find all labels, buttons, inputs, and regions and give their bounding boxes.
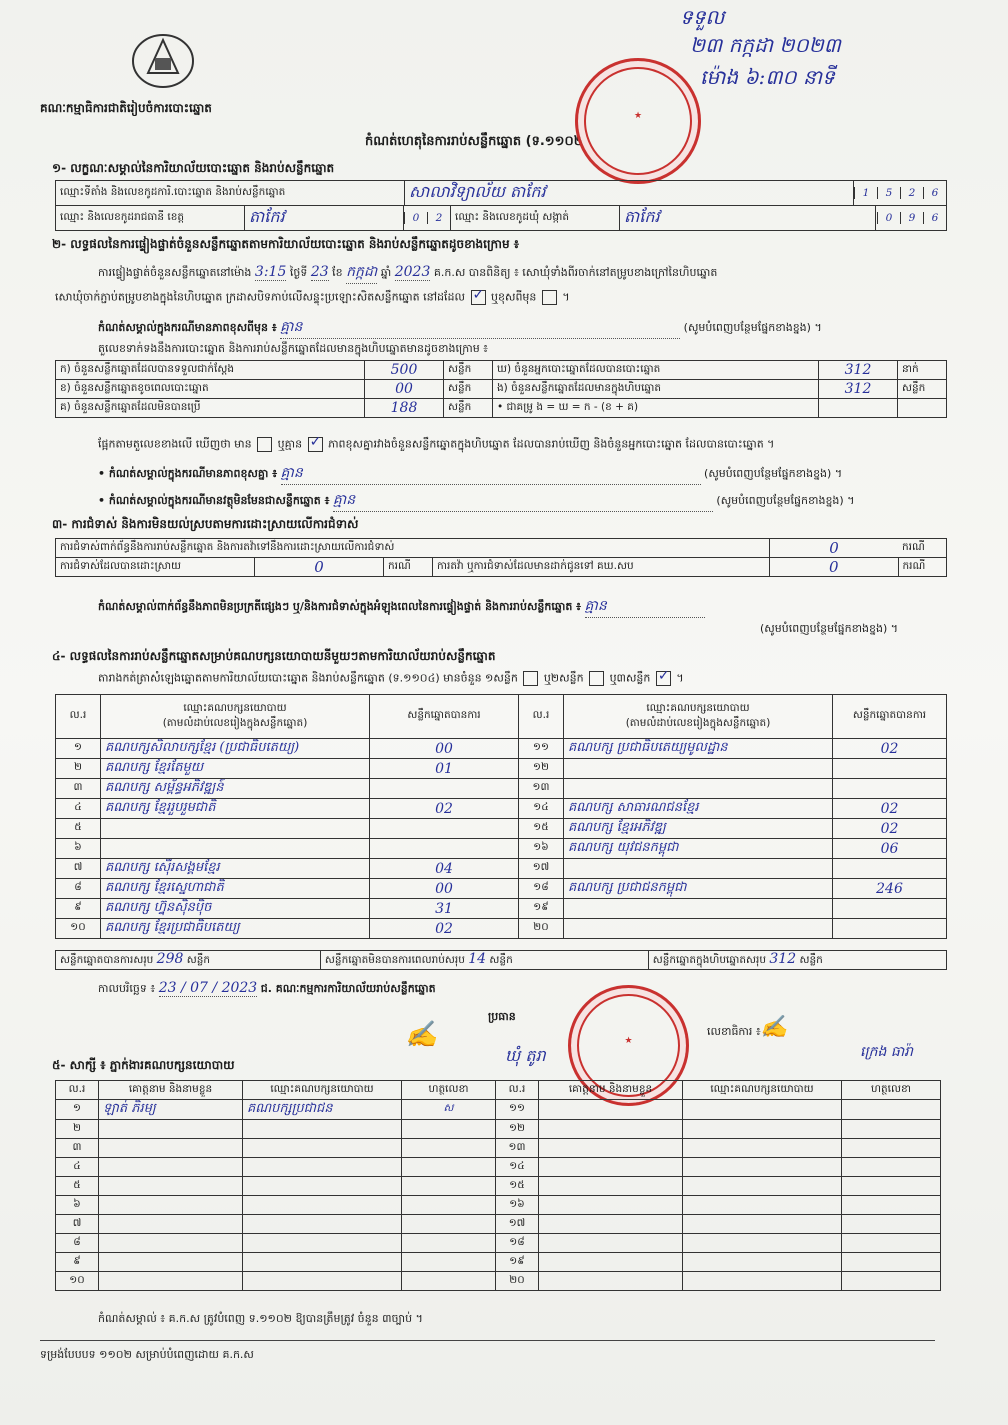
witness-party	[243, 1120, 402, 1139]
footer-note: ទម្រង់បែបបទ ១១០២ សម្រាប់បំពេញដោយ គ.ក.ស	[40, 1348, 254, 1361]
witness-signature	[842, 1253, 941, 1272]
witness-name	[539, 1120, 683, 1139]
row-number: ១១	[519, 739, 564, 759]
witness-party	[243, 1158, 402, 1177]
party-name: គណបក្ស សាធារណជនខ្មែរ	[564, 799, 833, 819]
results-row	[56, 361, 947, 380]
unchanged-checkbox[interactable]	[471, 290, 486, 305]
result-value	[819, 399, 898, 418]
witness-signature	[402, 1139, 496, 1158]
complaints-row1-value: 0	[770, 539, 899, 558]
row-number: ១៩	[519, 899, 564, 919]
witness-signature	[402, 1215, 496, 1234]
party-votes	[833, 859, 947, 879]
witness-signature	[842, 1234, 941, 1253]
date-value: 23 / 07 / 2023	[158, 980, 258, 996]
results-intro: តួលេខទាក់ទងនឹងការបោះឆ្នោត និងការរាប់សន្លឹកឆ្នោតដែលមានក្នុងហិបឆ្នោតមានដូចខាងក្រោម ៖	[98, 342, 489, 355]
witness-signature	[402, 1120, 496, 1139]
party-name: គណបក្ស ខ្មែររួបរួមជាតិ	[101, 799, 370, 819]
official-stamp-bottom: ★	[568, 985, 689, 1106]
witness-party	[683, 1100, 842, 1120]
result-value: 312	[819, 361, 898, 380]
table-row	[56, 919, 947, 939]
section2-title: ២- លទ្ធផលនៃការផ្ទៀងផ្ទាត់ចំនួនសន្លឹកឆ្នោតតាមការិយាល័យបោះឆ្នោត និងរាប់សន្លឹកឆ្នោតដូចខាងក្រោម ៖	[52, 237, 520, 251]
table-row	[56, 1158, 941, 1177]
result-label: • ជាគម្រូ ង = ឃ = ក - (ខ + គ)	[493, 399, 819, 418]
party-votes	[833, 919, 947, 939]
witness-signature	[842, 1196, 941, 1215]
month-value: កក្កដា	[346, 262, 377, 284]
witness-party	[683, 1120, 842, 1139]
row-number: ២០	[496, 1272, 539, 1291]
witness-name	[539, 1196, 683, 1215]
row-number: ៥	[56, 819, 101, 839]
date-line: កាលបរិច្ឆេទ ៖ 23 / 07 / 2023 ជ. គណៈកម្មការការិយាល័យរាប់សន្លឹកឆ្នោត	[98, 980, 436, 996]
row-number: ១៨	[519, 879, 564, 899]
result-unit: នាក់	[898, 361, 947, 380]
row-number: ១៤	[519, 799, 564, 819]
row-number: ៣	[56, 779, 101, 799]
witness-party	[683, 1139, 842, 1158]
sheet3-checkbox[interactable]	[656, 671, 671, 686]
row-number: ៧	[56, 859, 101, 879]
handwritten-note-3: ម៉ោង ៦:៣០ នាទី	[700, 65, 835, 89]
party-name: គណបក្ស ប្រជាធិបតេយ្យមូលដ្ឋាន	[564, 739, 833, 759]
secretary-signature-name: ក្រេង ធារ៉ា	[860, 1044, 914, 1060]
witness-signature	[842, 1177, 941, 1196]
witness-party	[243, 1177, 402, 1196]
witness-name	[539, 1158, 683, 1177]
row-number: ១៧	[496, 1215, 539, 1234]
party-name: គណបក្ស សម្ព័ន្ធអភិវឌ្ឍន៍	[101, 779, 370, 799]
official-stamp-top: ★	[575, 58, 701, 184]
row-number: ១៣	[496, 1139, 539, 1158]
handwritten-note-1: ទទួល	[680, 5, 725, 29]
party-name: គណបក្ស ខ្មែរស្នេហាជាតិ	[101, 879, 370, 899]
row-number: ១	[56, 1100, 99, 1120]
station-code: 1 5 2 6	[854, 181, 947, 206]
witness-name	[99, 1253, 243, 1272]
section3-note-suffix: (សូមបំពេញបន្ថែមផ្នែកខាងខ្នង) ។	[760, 622, 899, 635]
section1-table	[55, 180, 947, 206]
table-row	[56, 739, 947, 759]
party-votes: 02	[370, 919, 519, 939]
votes-table: ល.រ ឈ្មោះគណបក្សនយោបាយ (តាមលំដាប់លេខរៀងក្នុងសន្លឹកឆ្នោត) សន្លឹកឆ្នោតបានការ ល.រ ឈ្មោះគណបក្សនយោបាយ (តាមលំដាប់លេខរៀងក្នុងសន្លឹកឆ្នោត) សន្លឹកឆ្នោតបានការ ១ គណបក្សសិលាបក្សខ្មែរ (ប្រជាធិបតេយ្យ) 00 ១១ គណបក្ស ប្រជាធិបតេយ្យមូលដ្ឋាន 02 ២ គណបក្ស ខ្មែរតែមួយ 01 ១២ ៣ គណបក្ស សម្ព័ន្ធអភិវឌ្ឍន៍ ១៣ ៤ គណបក្ស ខ្មែររួបរួមជាតិ 02 ១៤ គណបក្ស សាធារណជនខ្មែរ 02 ៥ ១៥ គណបក្ស ខ្មែរអភិវឌ្ឍ 02 ៦ ១៦ គណបក្ស យុវជនកម្ពុជា 06 ៧ គណបក្ស ស៊ើរសង្គមខ្មែរ 04 ១៧ ៨ គណបក្ស ខ្មែរស្នេហាជាតិ 00 ១៨ គណបក្ស ប្រជាជនកម្ពុជា 246 ៩ គណបក្ស ហ្វ៊ុនស៊ិនប៉ិច 31 ១៩ ១០ គណបក្ស ខ្មែរប្រជាធិបតេយ្យ 02 ២០	[55, 694, 947, 939]
party-votes: 246	[833, 879, 947, 899]
total-invalid: សន្លឹកឆ្នោតមិនបានការពេលរាប់សរុប 14 សន្លឹក	[320, 951, 648, 970]
row-number: ១១	[496, 1100, 539, 1120]
party-votes: 00	[370, 739, 519, 759]
table-row	[56, 1120, 941, 1139]
witness-name	[539, 1139, 683, 1158]
table-row	[56, 779, 947, 799]
table-row	[56, 799, 947, 819]
result-label: ក) ចំនួនសន្លឹកឆ្នោតដែលបានទទួលជាក់ស្តែង	[56, 361, 365, 380]
party-name: គណបក្ស ស៊ើរសង្គមខ្មែរ	[101, 859, 370, 879]
witness-signature	[402, 1234, 496, 1253]
section5-title: ៥- សាក្សី ៖ ភ្នាក់ងារគណបក្សនយោបាយ	[52, 1058, 235, 1072]
row-number: ៤	[56, 1158, 99, 1177]
row-number: ៧	[56, 1215, 99, 1234]
commune-label: ឈ្មោះ និងលេខកូដឃុំ សង្កាត់	[451, 206, 620, 231]
witness-signature	[402, 1253, 496, 1272]
witness-name	[99, 1272, 243, 1291]
table-row	[56, 879, 947, 899]
commune-value: តាកែវ	[620, 206, 876, 231]
section3-note: កំណត់សម្គាល់ពាក់ព័ន្ធនឹងភាពមិនប្រក្រតីផ្សេងៗ ឬ/និងការជំទាស់ក្នុងអំឡុងពេលនៃការផ្ទៀងផ្ទាត់ និងការរាប់សន្លឹកឆ្នោត ៖ គ្មាន	[98, 596, 948, 618]
result-label: ឃ) ចំនួនអ្នកបោះឆ្នោតដែលបានបោះឆ្នោត	[493, 361, 819, 380]
result-unit: សន្លឹក	[444, 361, 493, 380]
row-number: ១៦	[496, 1196, 539, 1215]
result-value: 00	[365, 380, 444, 399]
row-number: ៩	[56, 1253, 99, 1272]
party-name: គណបក្ស ហ្វ៊ុនស៊ិនប៉ិច	[101, 899, 370, 919]
row-number: ៥	[56, 1177, 99, 1196]
row-number: ១២	[519, 759, 564, 779]
result-unit: សន្លឹក	[444, 399, 493, 418]
commune-code: 0 9 6	[876, 206, 947, 231]
witness-name	[539, 1215, 683, 1234]
party-name: គណបក្ស ខ្មែរតែមួយ	[101, 759, 370, 779]
witness-party	[243, 1272, 402, 1291]
witness-party	[683, 1196, 842, 1215]
row-number: ២	[56, 1120, 99, 1139]
witness-name	[99, 1177, 243, 1196]
witness-name	[539, 1177, 683, 1196]
result-label: ង) ចំនួនសន្លឹកឆ្នោតដែលមានក្នុងហិបឆ្នោត	[493, 380, 819, 399]
result-value: 500	[365, 361, 444, 380]
witness-name	[539, 1100, 683, 1120]
party-votes: 02	[370, 799, 519, 819]
witness-signature	[842, 1139, 941, 1158]
witness-signature	[402, 1158, 496, 1177]
party-name	[101, 839, 370, 859]
table-row	[56, 1100, 941, 1120]
party-votes: 01	[370, 759, 519, 779]
witness-name	[539, 1234, 683, 1253]
result-unit: សន្លឹក	[444, 380, 493, 399]
party-votes	[833, 899, 947, 919]
party-name: គណបក្ស យុវជនកម្ពុជា	[564, 839, 833, 859]
resolved-value: 0	[255, 558, 384, 577]
changed-checkbox[interactable]	[542, 290, 557, 305]
compare-line: ផ្អែកតាមតួលេខខាងលើ ឃើញថា មាន ឬគ្មាន ✓ ភាពខុសគ្នារវាងចំនួនសន្លឹកឆ្នោតក្នុងហិបឆ្នោត ដែលបានរាប់ឃើញ និងចំនួនអ្នកបោះឆ្នោត ដែលបានបោះឆ្នោត ។	[98, 437, 774, 454]
result-label: ខ) ចំនួនសន្លឹកឆ្នោតខូចពេលបោះឆ្នោត	[56, 380, 365, 399]
witness-table: ល.រ គោត្តនាម និងនាមខ្លួន ឈ្មោះគណបក្សនយោបាយ ហត្ថលេខា ល.រ គោត្តនាម និងនាមខ្លួន ឈ្មោះគណបក្សនយោបាយ ហត្ថលេខា ១ ឡាត់ ភិរម្យ គណបក្សប្រជាជន ស ១១ ២ ១២ ៣ ១៣ ៤ ១៤ ៥ ១៥ ៦ ១៦ ៧ ១៧ ៨ ១៨ ៩ ១៩ ១០ ២០	[55, 1080, 941, 1291]
row-number: ១៨	[496, 1234, 539, 1253]
party-name	[564, 779, 833, 799]
witness-name	[99, 1215, 243, 1234]
table-row	[56, 1139, 941, 1158]
witness-name	[99, 1120, 243, 1139]
row-number: ៣	[56, 1139, 99, 1158]
section1-table-2	[55, 205, 947, 231]
witness-name	[99, 1234, 243, 1253]
party-votes: 02	[833, 739, 947, 759]
sheet1-checkbox[interactable]	[523, 671, 538, 686]
witness-name	[99, 1158, 243, 1177]
witness-name	[539, 1253, 683, 1272]
table-row	[56, 899, 947, 919]
row-number: ១០	[56, 1272, 99, 1291]
row-number: ១៩	[496, 1253, 539, 1272]
witness-name	[539, 1272, 683, 1291]
year-value: 2023	[394, 264, 431, 280]
witness-signature	[402, 1177, 496, 1196]
time-value: 3:15	[254, 264, 287, 280]
section4-intro: តារាងកត់ត្រាសំឡេងឆ្នោតតាមការិយាល័យបោះឆ្នោត និងរាប់សន្លឹកឆ្នោត (ទ.១១០៤) មានចំនួន ១សន្លឹក ឬ២សន្លឹក ឬ៣សន្លឹក ✓ ។	[98, 671, 684, 688]
row-number: ១៥	[496, 1177, 539, 1196]
table-row	[56, 1215, 941, 1234]
witness-signature	[402, 1196, 496, 1215]
party-votes	[833, 759, 947, 779]
witness-party	[243, 1196, 402, 1215]
no-difference-checkbox[interactable]	[308, 437, 323, 452]
party-name: គណបក្ស ខ្មែរអភិវឌ្ឍ	[564, 819, 833, 839]
row-number: ១៥	[519, 819, 564, 839]
witness-signature	[842, 1120, 941, 1139]
witness-party	[683, 1158, 842, 1177]
appeals-label: ការតវ៉ា ឬការជំទាស់ដែលមានដាក់ជូនទៅ គឃ.សប	[433, 558, 770, 577]
party-votes: 06	[833, 839, 947, 859]
results-row	[56, 399, 947, 418]
station-label: ឈ្មោះទីតាំង និងលេខកូដការិ.បោះឆ្នោត និងរាប់សន្លឹកឆ្នោត	[56, 181, 405, 206]
table-row	[56, 1253, 941, 1272]
results-row	[56, 380, 947, 399]
day-value: 23	[310, 264, 329, 280]
row-number: ១៦	[519, 839, 564, 859]
section1-title: ១- លក្ខណៈសម្គាល់នៃការិយាល័យបោះឆ្នោត និងរាប់សន្លឹកឆ្នោត	[52, 161, 335, 175]
witness-signature	[842, 1215, 941, 1234]
witness-name	[99, 1139, 243, 1158]
section5-footnote: កំណត់សម្គាល់ ៖ គ.ក.ស ត្រូវបំពេញ ទ.១១០២ ឱ្យបានត្រឹមត្រូវ ចំនួន ៣ច្បាប់ ។	[98, 1312, 423, 1325]
org-name: គណៈកម្មាធិការជាតិរៀបចំការបោះឆ្នោត	[40, 101, 212, 115]
row-number: ៦	[56, 839, 101, 859]
party-votes: 02	[833, 819, 947, 839]
witness-party	[683, 1272, 842, 1291]
row-number: ២០	[519, 919, 564, 939]
chair-label: ប្រធាន	[488, 1010, 516, 1023]
section4-title: ៤- លទ្ធផលនៃការរាប់សន្លឹកឆ្នោតសម្រាប់គណបក្សនយោបាយនីមួយៗតាមការិយាល័យរាប់សន្លឹកឆ្នោត	[52, 649, 496, 663]
footer-divider	[40, 1340, 935, 1341]
section2-para2: សោឃុំចាក់ភ្ជាប់តម្រូបខាងក្នុងនៃហិបឆ្នោត ក្រដាសបិទភាប់លើសន្ទុះប្រឡោះសិតសន្លឹកឆ្នោត នៅដដែល ✓ ឬខុសពីមុន ។	[55, 290, 570, 307]
result-value: 312	[819, 380, 898, 399]
row-number: ៩	[56, 899, 101, 919]
party-name: គណបក្សសិលាបក្សខ្មែរ (ប្រជាធិបតេយ្យ)	[101, 739, 370, 759]
form-title: កំណត់ហេតុនៃការរាប់សន្លឹកឆ្នោត (ទ.១១០២)	[365, 134, 590, 149]
party-votes	[370, 839, 519, 859]
row-number: ៤	[56, 799, 101, 819]
party-name	[564, 899, 833, 919]
party-votes: 31	[370, 899, 519, 919]
witness-party	[243, 1234, 402, 1253]
result-value: 188	[365, 399, 444, 418]
total-valid: សន្លឹកឆ្នោតបានការសរុប 298 សន្លឹក	[56, 951, 321, 970]
table-row	[56, 819, 947, 839]
table-row	[56, 859, 947, 879]
row-number: ១០	[56, 919, 101, 939]
result-unit	[898, 399, 947, 418]
nec-logo	[128, 28, 198, 90]
row-number: ៨	[56, 879, 101, 899]
appeals-value: 0	[770, 558, 899, 577]
witness-party	[243, 1215, 402, 1234]
party-votes: 00	[370, 879, 519, 899]
chair-signature: ✍	[405, 1020, 438, 1050]
witness-signature	[402, 1272, 496, 1291]
witness-party	[683, 1253, 842, 1272]
witness-party: គណបក្សប្រជាជន	[243, 1100, 402, 1120]
party-name: គណបក្ស ខ្មែរប្រជាធិបតេយ្យ	[101, 919, 370, 939]
province-code: 0 2	[404, 206, 451, 231]
party-name	[564, 919, 833, 939]
party-votes	[370, 819, 519, 839]
row-number: ១៧	[519, 859, 564, 879]
bullet-note-2: • កំណត់សម្គាល់ក្នុងករណីមានវត្ថុមិនមែនជាសន្លឹកឆ្នោត ៖ គ្មាន (សូមបំពេញបន្ថែមផ្នែកខាងខ្នង) ។	[98, 490, 948, 512]
witness-party	[683, 1177, 842, 1196]
has-difference-checkbox[interactable]	[257, 437, 272, 452]
witness-party	[243, 1139, 402, 1158]
secretary-signature: ✍	[760, 1015, 788, 1040]
row-number: ២	[56, 759, 101, 779]
sheet2-checkbox[interactable]	[589, 671, 604, 686]
witness-name: ឡាត់ ភិរម្យ	[99, 1100, 243, 1120]
complaints-row1-label: ការជំទាស់ពាក់ព័ន្ធនឹងការរាប់សន្លឹកឆ្នោត និងការតវ៉ាទៅនឹងការដោះស្រាយលើការជំទាស់	[56, 539, 770, 558]
table-row	[56, 1234, 941, 1253]
result-label: គ) ចំនួនសន្លឹកឆ្នោតដែលមិនបានប្រើ	[56, 399, 365, 418]
results-table	[55, 360, 947, 418]
witness-signature	[842, 1100, 941, 1120]
party-votes: 04	[370, 859, 519, 879]
party-name	[564, 859, 833, 879]
handwritten-note-2: ២៣ កក្កដា ២០២៣	[690, 33, 841, 57]
table-row	[56, 1196, 941, 1215]
table-row	[56, 839, 947, 859]
section3-title: ៣- ការជំទាស់ និងការមិនយល់ស្របតាមការដោះស្រាយលើការជំទាស់	[52, 517, 359, 531]
totals-table	[55, 950, 947, 970]
party-name: គណបក្ស ប្រជាជនកម្ពុជា	[564, 879, 833, 899]
total-box: សន្លឹកឆ្នោតក្នុងហិបឆ្នោតសរុប 312 សន្លឹក	[648, 951, 946, 970]
station-value: សាលាវិទ្យាល័យ តាកែវ	[405, 181, 854, 206]
witness-signature	[842, 1272, 941, 1291]
row-number: ១២	[496, 1120, 539, 1139]
section2-para1: ការផ្ទៀងផ្ទាត់ចំនួនសន្លឹកឆ្នោតនៅម៉ោង 3:15 ថ្ងៃទី 23 ខែ កក្កដា ឆ្នាំ 2023 គ.ក.ស បានពិនិត្យ ៖ សោឃុំទាំងពីរចាក់នៅតម្រូបខាងក្រៅនៃហិបឆ្នោត	[98, 262, 958, 284]
witness-signature: ស	[402, 1100, 496, 1120]
complaints-table: ការជំទាស់ពាក់ព័ន្ធនឹងការរាប់សន្លឹកឆ្នោត និងការតវ៉ាទៅនឹងការដោះស្រាយលើការជំទាស់ 0 ករណី ការជំទាស់ដែលបានដោះស្រាយ 0 ករណី ការតវ៉ា ឬការជំទាស់ដែលមានដាក់ជូនទៅ គឃ.សប 0 ករណី	[55, 538, 947, 577]
section2-note: កំណត់សម្គាល់ក្នុងករណីមានភាពខុសពីមុន ៖ គ្មាន (សូមបំពេញបន្ថែមផ្នែកខាងខ្នង) ។	[98, 317, 948, 339]
secretary-label: លេខាធិការ ៖	[707, 1025, 761, 1038]
party-name	[564, 759, 833, 779]
witness-name	[99, 1196, 243, 1215]
result-unit: សន្លឹក	[898, 380, 947, 399]
witness-signature	[842, 1158, 941, 1177]
witness-party	[683, 1234, 842, 1253]
party-votes	[370, 779, 519, 799]
table-row	[56, 759, 947, 779]
province-label: ឈ្មោះ និងលេខកូដរាជធានី ខេត្ត	[56, 206, 245, 231]
row-number: ៨	[56, 1234, 99, 1253]
witness-party	[243, 1253, 402, 1272]
party-name	[101, 819, 370, 839]
row-number: ១៤	[496, 1158, 539, 1177]
table-row	[56, 1177, 941, 1196]
bullet-note-1: • កំណត់សម្គាល់ក្នុងករណីមានភាពខុសគ្នា ៖ គ្មាន (សូមបំពេញបន្ថែមផ្នែកខាងខ្នង) ។	[98, 463, 948, 485]
resolved-label: ការជំទាស់ដែលបានដោះស្រាយ	[56, 558, 255, 577]
province-value: តាកែវ	[245, 206, 404, 231]
witness-party	[683, 1215, 842, 1234]
table-row	[56, 1272, 941, 1291]
row-number: ៦	[56, 1196, 99, 1215]
party-votes	[833, 779, 947, 799]
row-number: ១៣	[519, 779, 564, 799]
party-votes: 02	[833, 799, 947, 819]
row-number: ១	[56, 739, 101, 759]
chair-signature-name: ឃុំ តូរា	[505, 1046, 546, 1065]
